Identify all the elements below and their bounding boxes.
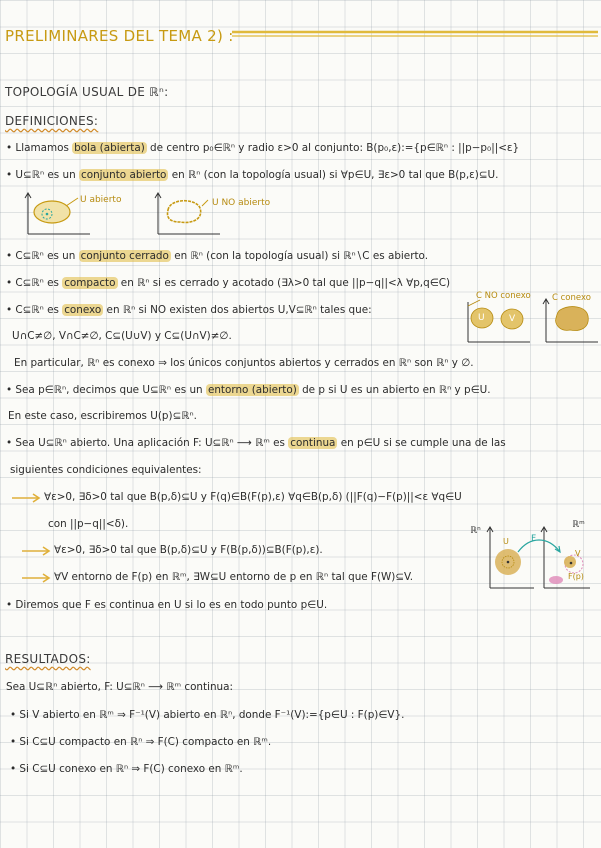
figure-u-letter: U	[478, 313, 485, 323]
definiciones-header: DEFINICIONES:	[5, 114, 99, 128]
cond3-text: ∀V entorno de F(p) en ℝᵐ, ∃W⊆U entorno de p en ℝⁿ tal que F(W)⊆V.	[54, 571, 414, 583]
def-conexo: • C⊆ℝⁿ es conexo en ℝⁿ si NO existen dos abiertos U,V⊆ℝⁿ tales que:	[6, 304, 372, 316]
cond2-arrow	[22, 546, 52, 556]
resultado-1: • Si V abierto en ℝᵐ ⇒ F⁻¹(V) abierto en ℝⁿ, donde F⁻¹(V):={p∈U : F(p)∈V}.	[10, 709, 405, 721]
term-continua: continua	[290, 437, 336, 449]
figure-v-letter: V	[509, 314, 516, 324]
cond1-text-line2: con ||p−q||<δ).	[48, 518, 129, 530]
cond1-text: ∀ε>0, ∃δ>0 tal que B(p,δ)⊆U y F(q)∈B(F(p),ε) ∀q∈B(p,δ) (||F(q)−F(p)||<ε ∀q∈U	[44, 491, 462, 503]
figure-c-conexo	[540, 298, 600, 346]
resultado-2: • Si C⊆U compacto en ℝⁿ ⇒ F(C) compacto en ℝᵐ.	[10, 736, 272, 748]
figure-label-fp: F(p)	[568, 572, 584, 581]
term-conexo: conexo	[64, 304, 102, 316]
term-bola: bola (abierta)	[74, 142, 145, 154]
term-abierto: conjunto abierto	[81, 169, 167, 181]
figure-label-u-small: U	[503, 537, 509, 546]
page-title: PRELIMINARES DEL TEMA 2) :	[5, 27, 234, 45]
def-entorno: • Sea p∈ℝⁿ, decimos que U⊆ℝⁿ es un entorno (abierto) de p si U es un abierto en ℝⁿ y p∈U.	[6, 384, 491, 396]
figure-label-rn: ℝⁿ	[470, 526, 481, 536]
section-header-topologia: TOPOLOGÍA USUAL DE ℝⁿ:	[5, 85, 169, 99]
figure-label-u-no-abierto: U NO abierto	[212, 198, 271, 208]
resultados-header: RESULTADOS:	[5, 652, 91, 666]
def-compacto: • C⊆ℝⁿ es compacto en ℝⁿ si es cerrado y acotado (∃λ>0 tal que ||p−q||<λ ∀p,q∈C)	[6, 277, 451, 289]
resultado-3: • Si C⊆U conexo en ℝⁿ ⇒ F(C) conexo en ℝᵐ.	[10, 763, 243, 775]
figure-label-c-conexo: C conexo	[552, 293, 591, 303]
term-compacto: compacto	[64, 277, 116, 289]
cond1-arrow	[12, 493, 42, 503]
def-continua: • Sea U⊆ℝⁿ abierto. Una aplicación F: U⊆ℝⁿ ⟶ ℝᵐ es continua en p∈U si se cumple una de las	[6, 437, 506, 449]
def-conexo-line3: En particular, ℝⁿ es conexo ⇒ los únicos conjuntos abiertos y cerrados en ℝⁿ son ℝⁿ y ∅.	[14, 357, 474, 369]
def-bola: • Llamamos bola (abierta) de centro p₀∈ℝⁿ y radio ε>0 al conjunto: B(p₀,ε):={p∈ℝⁿ : ||p−p₀||<ε}	[6, 142, 520, 154]
figure-label-v-small: V	[575, 549, 581, 558]
def-conexo-line2: U∩C≠∅, V∩C≠∅, C⊆(U∪V) y C⊆(U∩V)≠∅.	[12, 330, 232, 342]
figure-label-rm: ℝᵐ	[572, 520, 585, 530]
figure-label-c-no-conexo: C NO conexo	[476, 291, 531, 301]
figure-label-f: F	[531, 534, 537, 544]
def-abierto: • U⊆ℝⁿ es un conjunto abierto en ℝⁿ (con la topología usual) si ∀p∈U, ∃ε>0 tal que B(p,ε)⊆U.	[6, 169, 499, 181]
term-entorno: entorno (abierto)	[207, 384, 297, 396]
def-cerrado: • C⊆ℝⁿ es un conjunto cerrado en ℝⁿ (con la topología usual) si ℝⁿ∖C es abierto.	[6, 250, 429, 262]
cond3-arrow	[22, 573, 52, 583]
figure-c-no-conexo	[462, 298, 532, 346]
resultados-intro: Sea U⊆ℝⁿ abierto, F: U⊆ℝⁿ ⟶ ℝᵐ continua:	[6, 681, 234, 693]
figure-label-u-abierto: U abierto	[80, 195, 122, 205]
def-continua-line2: siguientes condiciones equivalentes:	[10, 464, 202, 476]
def-continua-global: • Diremos que F es continua en U si lo es en todo punto p∈U.	[6, 599, 328, 611]
term-cerrado: conjunto cerrado	[80, 250, 169, 262]
def-entorno-line2: En este caso, escribiremos U(p)⊆ℝⁿ.	[8, 410, 197, 422]
cond2-text: ∀ε>0, ∃δ>0 tal que B(p,δ)⊆U y F(B(p,δ))⊆B(F(p),ε).	[54, 544, 323, 556]
